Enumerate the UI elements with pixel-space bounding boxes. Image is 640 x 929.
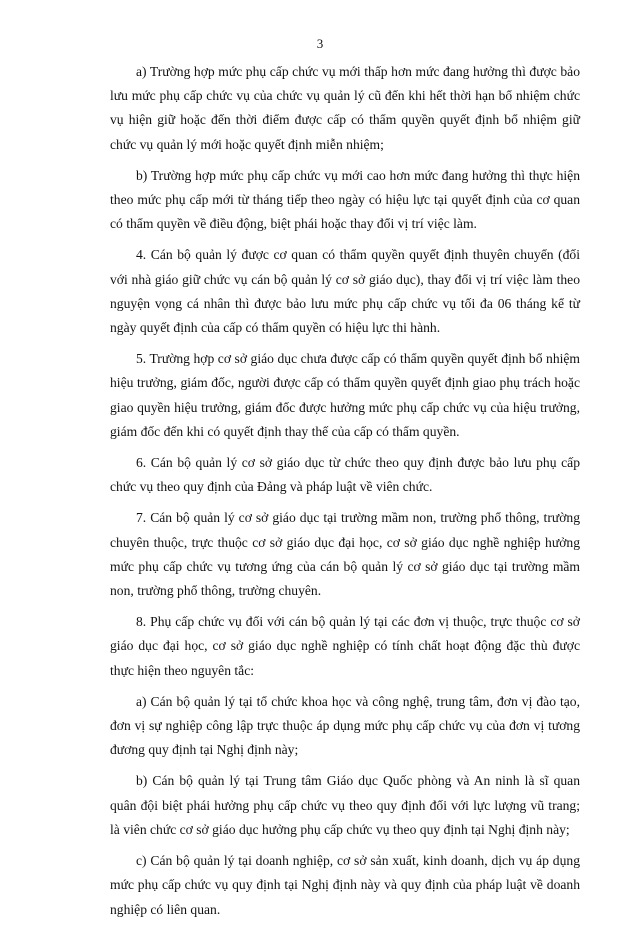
paragraph-8a: a) Cán bộ quản lý tại tổ chức khoa học và công nghệ, trung tâm, đơn vị đào tạo, đơn vị sự nghiệp công lập trực thuộc áp dụng mức phụ cấp chức vụ của đơn vị tương đương quy định tại Nghị định này;: [110, 693, 580, 758]
paragraph-8b: b) Cán bộ quản lý tại Trung tâm Giáo dục Quốc phòng và An ninh là sĩ quan quân đội biệt phái hưởng phụ cấp chức vụ theo quy định đối với lực lượng vũ trang; là viên chức cơ sở giáo dục hưởng phụ cấp chức vụ theo quy định tại Nghị định này;: [110, 773, 580, 837]
paragraph-3a: a) Trường hợp mức phụ cấp chức vụ mới thấp hơn mức đang hưởng thì được bảo lưu mức phụ cấp chức vụ của chức vụ quản lý cũ đến khi hết thời hạn bổ nhiệm chức vụ hiện giữ hoặc đến thời điểm được cấp có thẩm quyền quyết định bổ nhiệm giữ chức vụ quản lý mới hoặc quyết định miễn nhiệm;: [110, 64, 580, 152]
paragraph-7: 7. Cán bộ quản lý cơ sở giáo dục tại trường mầm non, trường phổ thông, trường chuyên thuộc, trực thuộc cơ sở giáo dục đại học, cơ sở giáo dục nghề nghiệp hưởng mức phụ cấp chức vụ tương ứng của cán bộ quản lý cơ sở giáo dục tại trường mầm non, trường phổ thông, trường chuyên.: [110, 510, 580, 599]
paragraph-5: 5. Trường hợp cơ sở giáo dục chưa được cấp có thẩm quyền quyết định bổ nhiệm hiệu trưởng, giám đốc, người được cấp có thẩm quyền quyết định giao phụ trách hoặc giao quyền hiệu trưởng, giám đốc được hưởng mức phụ cấp chức vụ của hiệu trưởng, giám đốc đến khi có quyết định thay thế của cấp có thẩm quyền.: [110, 351, 580, 439]
page-number: 3: [316, 36, 324, 51]
paragraph-4: 4. Cán bộ quản lý được cơ quan có thẩm quyền quyết định thuyên chuyển (đối với nhà giáo giữ chức vụ cán bộ quản lý cơ sở giáo dục), thay đổi vị trí việc làm theo nguyện vọng cá nhân thì được bảo lưu mức phụ cấp chức vụ tối đa 06 tháng kể từ ngày quyết định của cấp có thẩm quyền có hiệu lực thi hành.: [110, 247, 580, 336]
paragraph-8c: c) Cán bộ quản lý tại doanh nghiệp, cơ sở sản xuất, kinh doanh, dịch vụ áp dụng mức phụ cấp chức vụ quy định tại Nghị định này và quy định của pháp luật về doanh nghiệp có liên quan.: [110, 853, 580, 917]
paragraph-8: 8. Phụ cấp chức vụ đối với cán bộ quản lý tại các đơn vị thuộc, trực thuộc cơ sở giáo dục đại học, cơ sở giáo dục nghề nghiệp có tính chất hoạt động đặc thù được thực hiện theo nguyên tắc:: [110, 614, 580, 678]
document-body: [110, 60, 580, 929]
paragraph-6: 6. Cán bộ quản lý cơ sở giáo dục từ chức theo quy định được bảo lưu phụ cấp chức vụ theo quy định của Đảng và pháp luật về viên chức.: [110, 455, 580, 495]
paragraph-3b: b) Trường hợp mức phụ cấp chức vụ mới cao hơn mức đang hưởng thì thực hiện theo mức phụ cấp mới từ tháng tiếp theo ngày có hiệu lực tại quyết định của cơ quan có thẩm quyền về điều động, biệt phái hoặc thay đổi vị trí việc làm.: [110, 167, 580, 232]
